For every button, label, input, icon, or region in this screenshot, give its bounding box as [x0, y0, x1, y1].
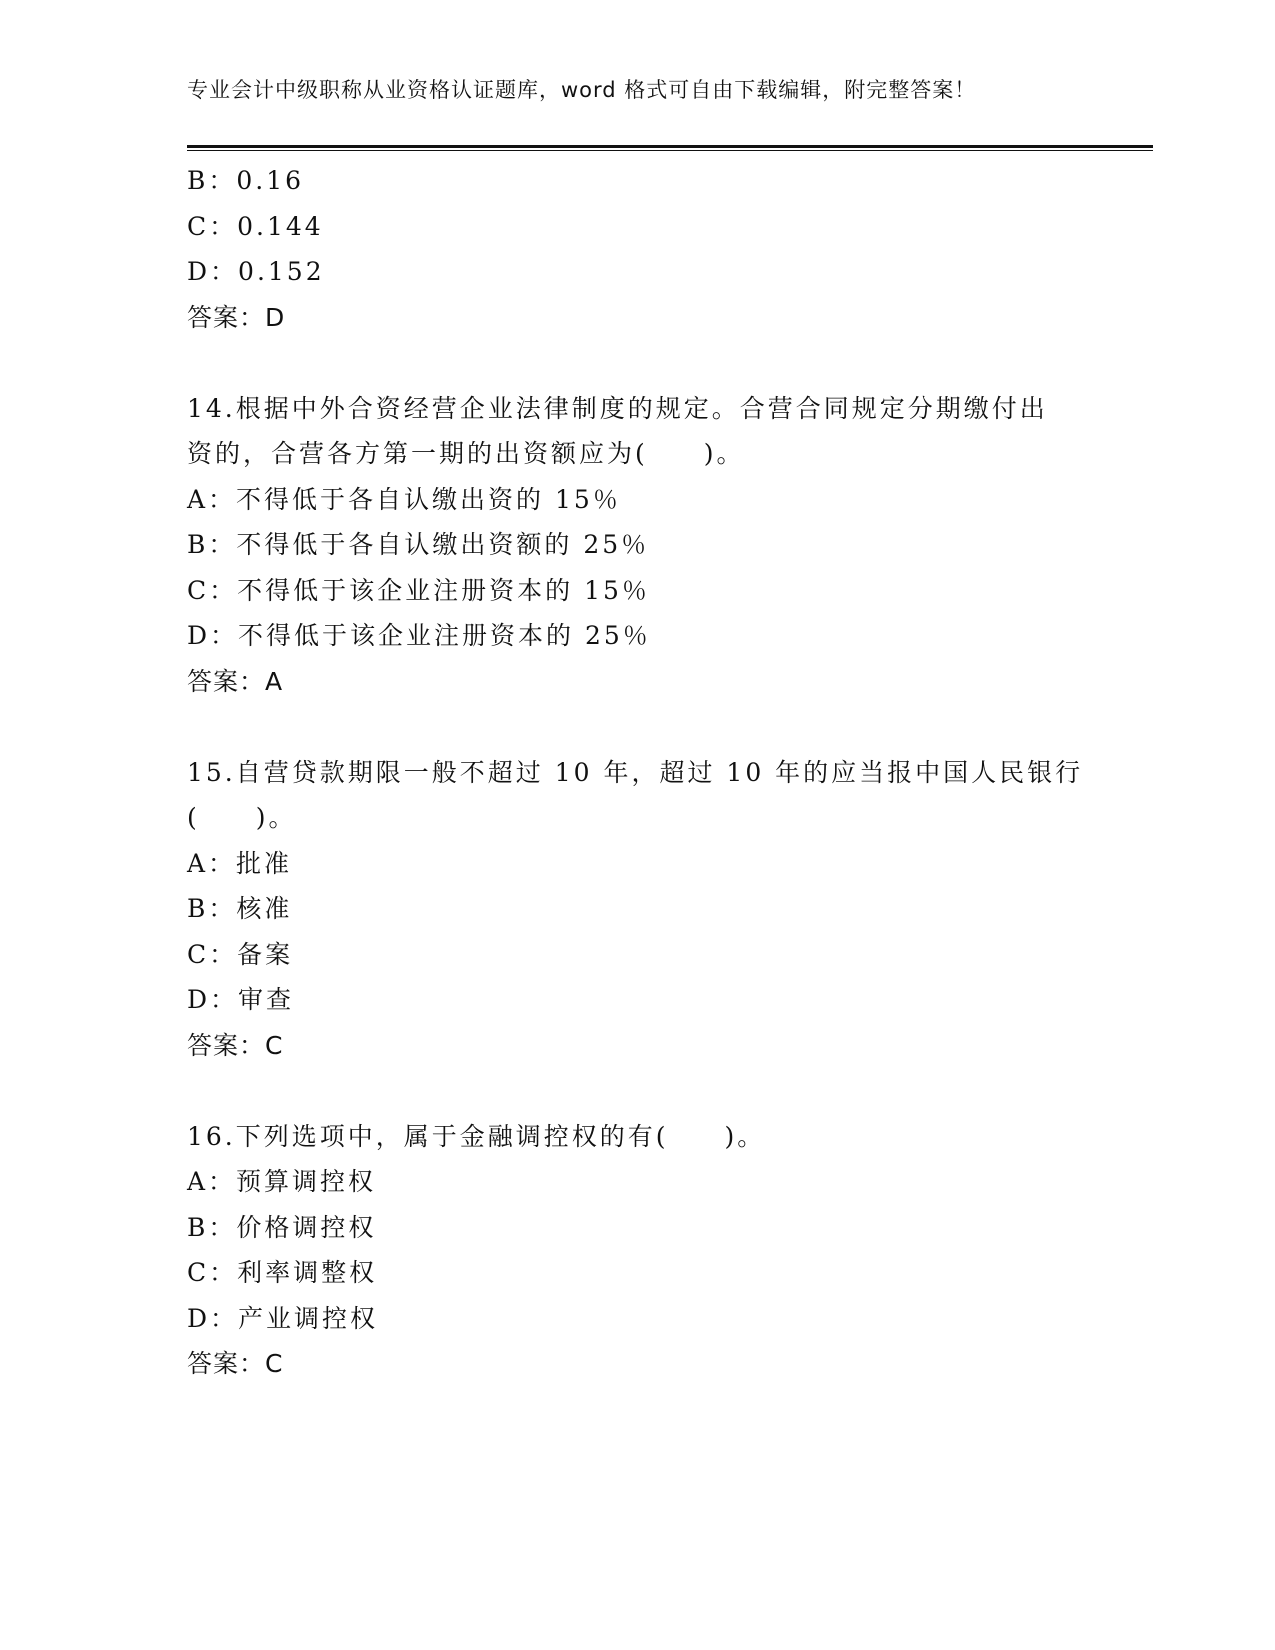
document-body [187, 158, 1087, 1387]
question-stem-line: 资的，合营各方第一期的出资额应为( )。 [187, 439, 745, 468]
option-a: A：不得低于各自认缴出资的 15％ [187, 484, 621, 514]
answer: 答案：D [187, 302, 286, 332]
option-d: D：审查 [187, 985, 295, 1014]
option-d: D：产业调控权 [187, 1303, 379, 1333]
header-divider-thick [187, 145, 1153, 148]
question-13-tail [187, 158, 1087, 340]
question-stem-line: 14.根据中外合资经营企业法律制度的规定。合营合同规定分期缴付出 [187, 393, 1048, 423]
answer: 答案：A [187, 666, 284, 696]
option-b: B：核准 [187, 894, 293, 923]
option-c: C：备案 [187, 939, 294, 969]
option-a: A：批准 [187, 848, 293, 878]
question-stem-line: 16.下列选项中，属于金融调控权的有( )。 [187, 1121, 766, 1151]
header-divider-thin [187, 150, 1153, 151]
option-b: B：价格调控权 [187, 1212, 377, 1242]
question-stem-line: ( )。 [187, 803, 297, 832]
option-c: C：不得低于该企业注册资本的 15％ [187, 575, 650, 605]
answer: 答案：C [187, 1349, 284, 1378]
question-stem-line: 15.自营贷款期限一般不超过 10 年，超过 10 年的应当报中国人民银行 [187, 757, 1084, 787]
option-a: A：预算调控权 [187, 1167, 377, 1196]
page-header: 专业会计中级职称从业资格认证题库，word 格式可自由下载编辑，附完整答案！ [187, 78, 977, 102]
option-d: D：不得低于该企业注册资本的 25％ [187, 621, 651, 650]
option-c: C：0.144 [187, 211, 324, 241]
question-14 [187, 386, 1087, 705]
spacer [187, 340, 1087, 386]
option-d: D：0.152 [187, 257, 325, 286]
question-15 [187, 750, 1087, 1069]
option-c: C：利率调整权 [187, 1258, 378, 1287]
spacer [187, 1068, 1087, 1114]
question-16 [187, 1114, 1087, 1387]
option-b: B：0.16 [187, 166, 305, 195]
spacer [187, 704, 1087, 750]
option-b: B：不得低于各自认缴出资额的 25％ [187, 530, 650, 559]
answer: 答案：C [187, 1030, 284, 1060]
